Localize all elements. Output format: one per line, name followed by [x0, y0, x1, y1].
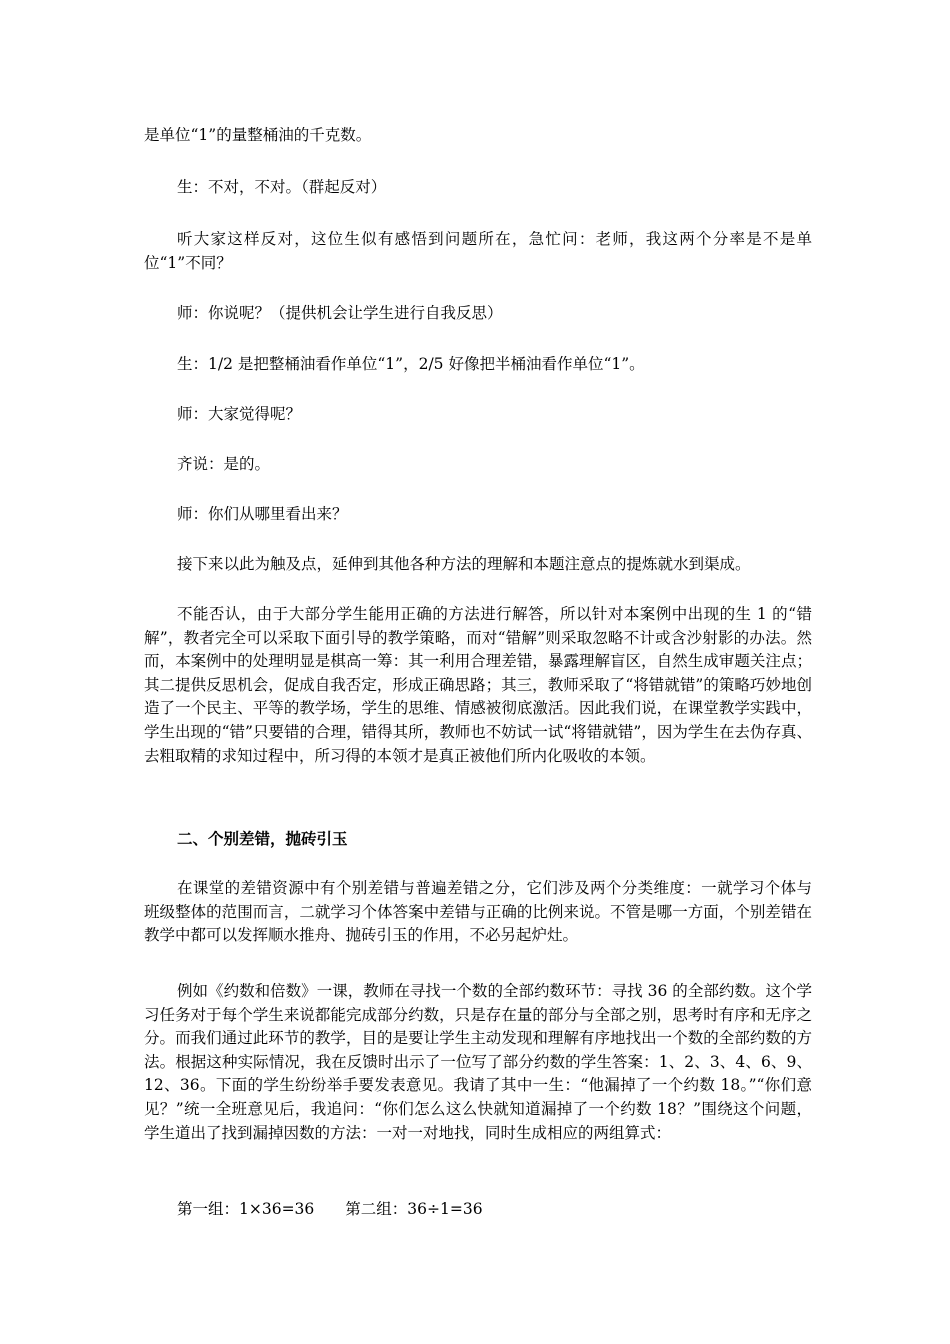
paragraph-student-objection: 生：不对，不对。（群起反对）: [177, 178, 387, 196]
paragraph-individual-errors: 在课堂的差错资源中有个别差错与普遍差错之分，它们涉及两个分类维度：一就学习个体与班级整体的范围而言，二就学习个体答案中差错与正确的比例来说。不管是哪一方面，个别差错在教学中都可以发挥顺水推舟、抛砖引玉的作用，不必另起炉灶。: [144, 879, 812, 945]
paragraph-student-question: 听大家这样反对，这位生似有感悟到问题所在，急忙问：老师，我这两个分率是不是单位“1”不同？: [144, 230, 812, 272]
paragraph-unit-1: 是单位“1”的量整桶油的千克数。: [144, 126, 372, 144]
paragraph-analysis: 不能否认，由于大部分学生能用正确的方法进行解答，所以针对本案例中出现的生 1 的“错解”，教者完全可以采取下面引导的教学策略，而对“错解”则采取忽略不计或含沙射影的办法。然而，本案例中的处理明显是棋高一筹：其一利用合理差错，暴露理解盲区，自然生成审题关注点；其二提供反思机会，促成自我否定，形成正确思路；其三，教师采取了“将错就错”的策略巧妙地创造了一个民主、平等的教学场，学生的思维、情感被彻底激活。因此我们说，在课堂教学实践中，学生出现的“错”只要错的合理，错得其所，教师也不妨试一试“将错就错”，因为学生在去伪存真、去粗取精的求知过程中，所习得的本领才是真正被他们所内化吸收的本领。: [144, 605, 812, 765]
paragraph-transition: 接下来以此为触及点，延伸到其他各种方法的理解和本题注意点的提炼就水到渠成。: [177, 555, 751, 573]
paragraph-equations: 第一组：1×36=36 第二组：36÷1=36: [177, 1200, 483, 1218]
paragraph-teacher-ask: 师：大家觉得呢？: [177, 405, 302, 423]
paragraph-teacher-followup: 师：你们从哪里看出来？: [177, 505, 348, 523]
paragraph-divisor-example: 例如《约数和倍数》一课，教师在寻找一个数的全部约数环节：寻找 36 的全部约数。这个学习任务对于每个学生来说都能完成部分约数，只是存在量的部分与全部之别，思考时有序和无序之分。而我们通过此环节的教学，目的是要让学生主动发现和理解有序地找出一个数的全部约数的方法。根据这种实际情况，我在反馈时出示了一位写了部分约数的学生答案：1、2、3、4、6、9、12、36。下面的学生纷纷举手要发表意见。我请了其中一生：“他漏掉了一个约数 18。”“你们意见？”统一全班意见后，我追问：“你们怎么这么快就知道漏掉了一个约数 18？”围绕这个问题，学生道出了找到漏掉因数的方法：一对一对地找，同时生成相应的两组算式：: [144, 982, 812, 1142]
paragraph-teacher-prompt: 师：你说呢？（提供机会让学生进行自我反思）: [177, 304, 503, 322]
paragraph-chorus: 齐说：是的。: [177, 455, 271, 473]
paragraph-student-answer: 生：1/2 是把整桶油看作单位“1”，2/5 好像把半桶油看作单位“1”。: [177, 355, 645, 373]
section-heading: 二、个别差错，抛砖引玉: [177, 829, 348, 848]
